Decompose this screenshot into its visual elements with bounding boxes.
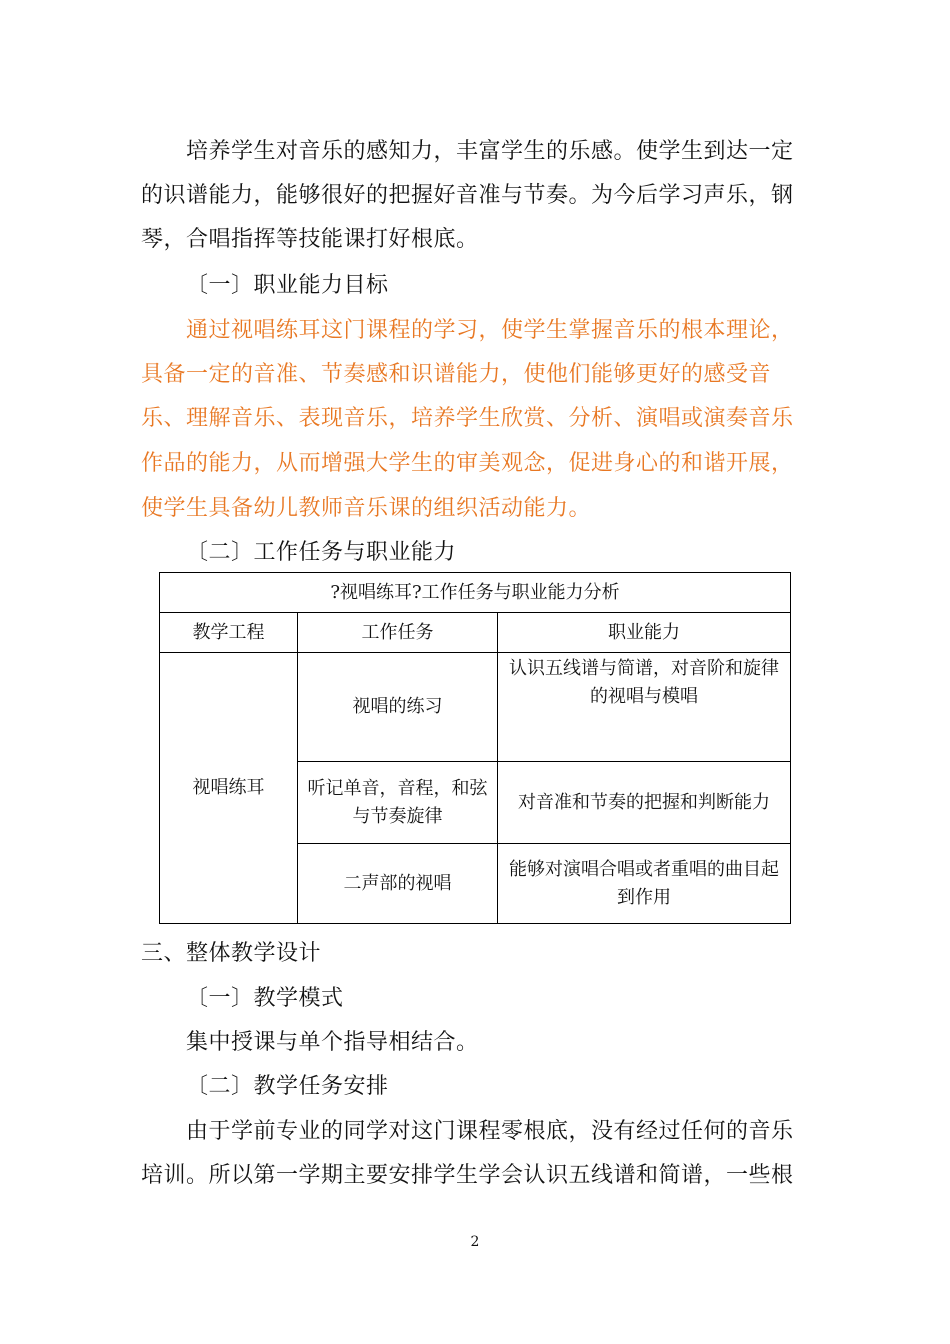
task-ability-table — [159, 572, 791, 924]
goal-text-line: 使学生具备幼儿教师音乐课的组织活动能力。 — [141, 496, 592, 521]
goal-text-line: 通过视唱练耳这门课程的学习，使学生掌握音乐的根本理论， — [186, 318, 794, 343]
table-header-ability: 职业能力 — [498, 613, 791, 653]
table-task-cell: 二声部的视唱 — [298, 844, 498, 924]
table-title: ?视唱练耳?工作任务与职业能力分析 — [160, 573, 791, 613]
table-task-cell: 视唱的练习 — [298, 653, 498, 762]
table-project-cell: 视唱练耳 — [160, 653, 298, 924]
table-ability-cell: 对音准和节奏的把握和判断能力 — [498, 762, 791, 844]
body-text-line: 琴，合唱指挥等技能课打好根底。 — [141, 227, 479, 252]
table-header-task: 工作任务 — [298, 613, 498, 653]
table-ability-cell: 能够对演唱合唱或者重唱的曲目起到作用 — [498, 844, 791, 924]
table-task-cell: 听记单音，音程，和弦与节奏旋律 — [298, 762, 498, 844]
arrangement-text-line: 由于学前专业的同学对这门课程零根底，没有经过任何的音乐 — [186, 1119, 794, 1144]
arrangement-text-line: 培训。所以第一学期主要安排学生学会认识五线谱和简谱，一些根 — [141, 1163, 794, 1188]
body-text-line: 培养学生对音乐的感知力，丰富学生的乐感。使学生到达一定 — [186, 139, 794, 164]
body-text-line: 的识谱能力，能够很好的把握好音准与节奏。为今后学习声乐，钢 — [141, 183, 794, 208]
mode-heading: 〔一〕教学模式 — [186, 986, 344, 1011]
tasks-heading: 〔二〕工作任务与职业能力 — [186, 540, 457, 565]
table-header-project: 教学工程 — [160, 613, 298, 653]
career-goal-heading: 〔一〕职业能力目标 — [186, 273, 389, 298]
page-number: 2 — [470, 1234, 480, 1250]
section-title: 三、整体教学设计 — [141, 941, 322, 966]
goal-text-line: 具备一定的音准、节奏感和识谱能力，使他们能够更好的感受音 — [141, 362, 772, 387]
goal-text-line: 作品的能力，从而增强大学生的审美观念，促进身心的和谐开展， — [141, 451, 794, 476]
table-ability-cell: 认识五线谱与简谱，对音阶和旋律的视唱与模唱 — [498, 653, 791, 762]
goal-text-line: 乐、理解音乐、表现音乐，培养学生欣赏、分析、演唱或演奏音乐 — [141, 406, 794, 431]
arrangement-heading: 〔二〕教学任务安排 — [186, 1074, 389, 1099]
mode-text: 集中授课与单个指导相结合。 — [186, 1030, 479, 1055]
